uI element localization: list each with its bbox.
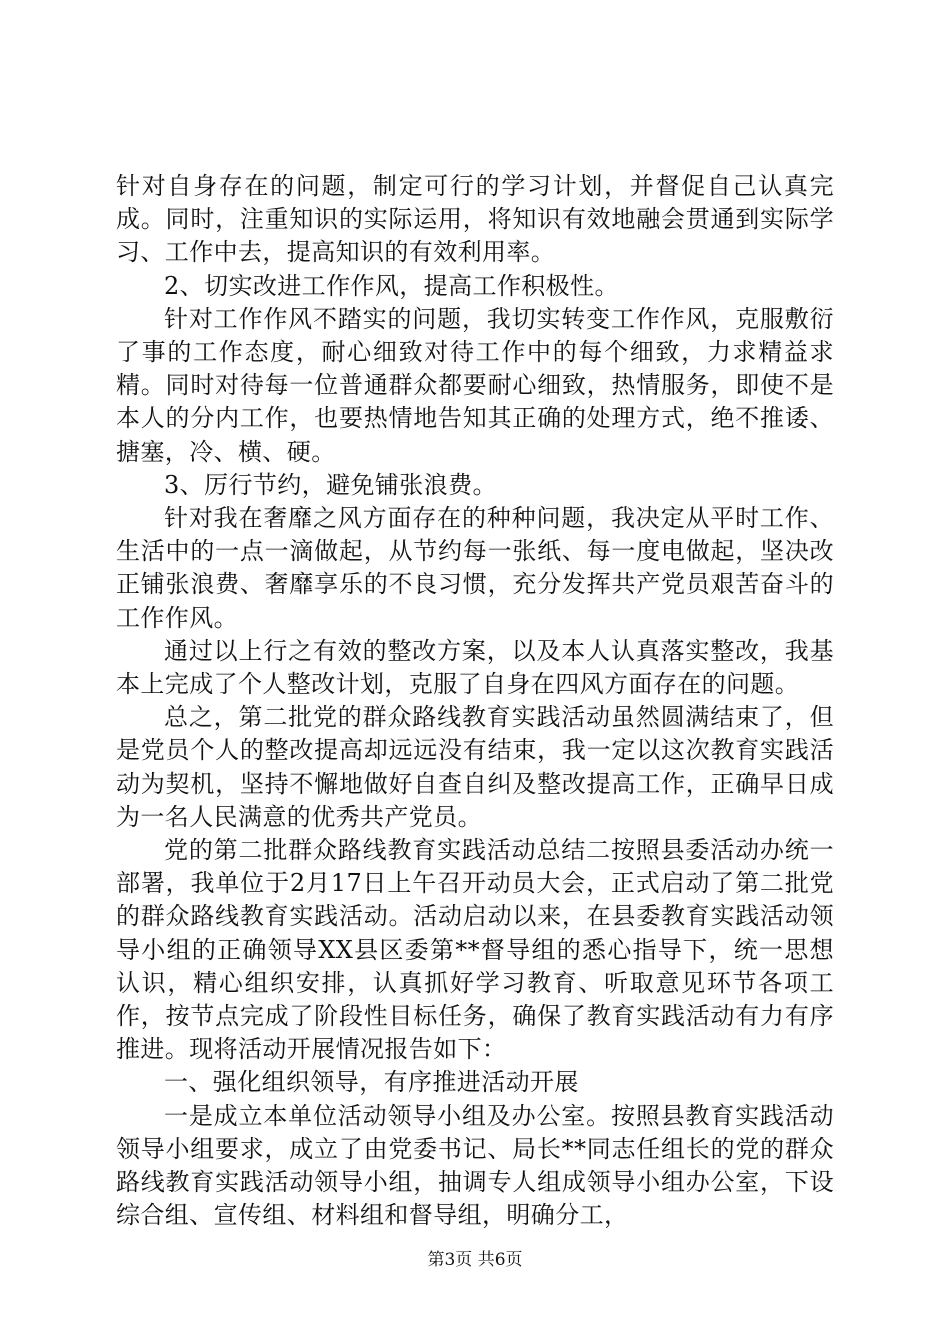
section-heading: 一、强化组织领导，有序推进活动开展 [164, 1068, 579, 1097]
document-body [116, 170, 834, 1233]
paragraph: 针对自身存在的问题，制定可行的学习计划，并督促自己认真完成。同时，注重知识的实际运用，将知识有效地融会贯通到实际学习、工作中去，提高知识的有效利用率。 [116, 172, 834, 267]
paragraph: 总之，第二批党的群众路线教育实践活动虽然圆满结束了，但是党员个人的整改提高却远远没有结束，我一定以这次教育实践活动为契机，坚持不懈地做好自查自纠及整改提高工作，正确早日成为一名人民满意的优秀共产党员。 [116, 703, 834, 831]
paragraph: 一是成立本单位活动领导小组及办公室。按照县教育实践活动领导小组要求，成立了由党委书记、局长**同志任组长的党的群众路线教育实践活动领导小组，抽调专人组成领导小组办公室，下设综合组、宣传组、材料组和督导组，明确分工， [116, 1101, 834, 1230]
paragraph: 党的第二批群众路线教育实践活动总结二按照县委活动办统一部署，我单位于2月17日上午召开动员大会，正式启动了第二批党的群众路线教育实践活动。活动启动以来，在县委教育实践活动领导小组的正确领导XX县区委第**督导组的悉心指导下，统一思想认识，精心组织安排，认真抓好学习教育、听取意见环节各项工作，按节点完成了阶段性目标任务，确保了教育实践活动有力有序推进。现将活动开展情况报告如下： [116, 836, 834, 1064]
page-footer: 第3页 共6页 [427, 1250, 523, 1270]
section-heading: 2、切实改进工作作风，提高工作积极性。 [164, 271, 619, 300]
paragraph: 通过以上行之有效的整改方案，以及本人认真落实整改，我基本上完成了个人整改计划，克服了自身在四风方面存在的问题。 [116, 636, 834, 699]
section-heading: 3、厉行节约，避免铺张浪费。 [164, 470, 497, 499]
paragraph: 针对工作作风不踏实的问题，我切实转变工作作风，克服敷衍了事的工作态度，耐心细致对待工作中的每个细致，力求精益求精。同时对待每一位普通群众都要耐心细致，热情服务，即使不是本人的分内工作，也要热情地告知其正确的处理方式，绝不推诿、搪塞，冷、横、硬。 [116, 304, 834, 466]
paragraph: 针对我在奢靡之风方面存在的种种问题，我决定从平时工作、生活中的一点一滴做起，从节约每一张纸、每一度电做起，坚决改正铺张浪费、奢靡享乐的不良习惯，充分发挥共产党员艰苦奋斗的工作作风。 [116, 504, 834, 632]
